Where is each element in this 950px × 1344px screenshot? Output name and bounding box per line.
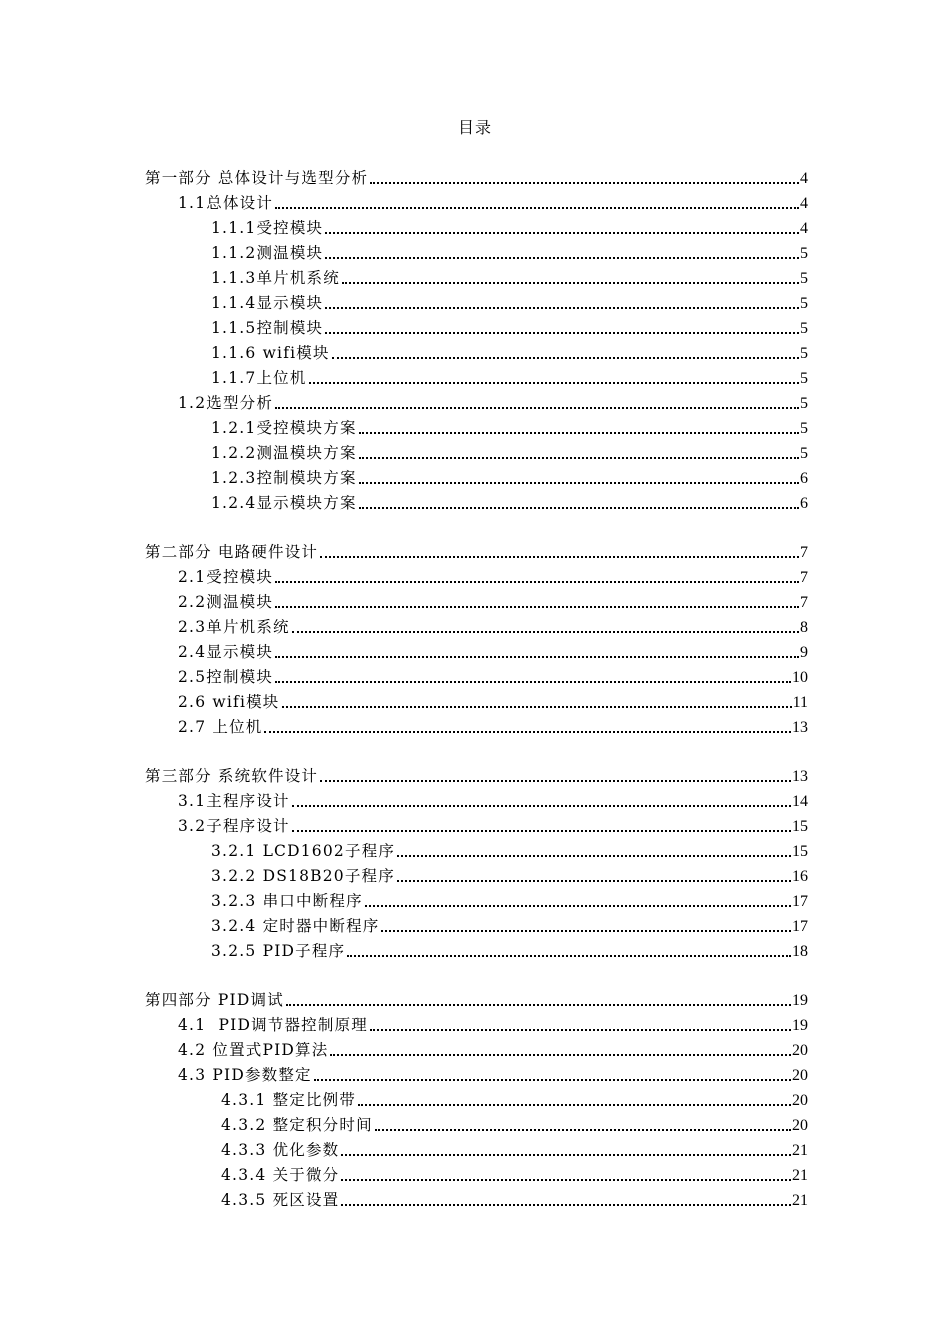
toc-page-number: 21 (792, 1192, 808, 1209)
dot-leader (397, 877, 791, 882)
toc-page-number: 5 (800, 245, 808, 262)
toc-page-number: 5 (800, 420, 808, 437)
toc-entry[interactable] (145, 540, 808, 565)
dot-leader (358, 1101, 791, 1106)
toc-entry[interactable] (145, 316, 808, 341)
toc-page-number: 15 (792, 843, 808, 860)
toc-entry[interactable] (145, 466, 808, 491)
dot-leader (330, 1051, 791, 1056)
toc-entry[interactable] (145, 1013, 808, 1038)
toc-entry[interactable] (145, 789, 808, 814)
toc-entry-label: 3.2.4 定时器中断程序 (211, 917, 380, 935)
toc-entry-label: 2.7 上位机 (178, 718, 263, 736)
toc-entry[interactable] (145, 640, 808, 665)
toc-page-number: 7 (800, 569, 808, 586)
toc-entry[interactable] (145, 565, 808, 590)
toc-entry-label: 4.3 PID参数整定 (178, 1066, 312, 1084)
dot-leader (342, 279, 799, 284)
toc-entry[interactable] (145, 939, 808, 964)
toc-entry-label: 3.2.3 串口中断程序 (211, 892, 363, 910)
dot-leader (320, 553, 799, 558)
toc-entry-label: 第四部分 PID调试 (145, 991, 284, 1009)
toc-entry[interactable] (145, 1038, 808, 1063)
toc-page-number: 8 (800, 619, 808, 636)
toc-page-number: 9 (800, 644, 808, 661)
dot-leader (359, 504, 799, 509)
toc-entry[interactable] (145, 1188, 808, 1213)
toc-entry[interactable] (145, 665, 808, 690)
toc-entry-label: 4.2 位置式PID算法 (178, 1041, 329, 1059)
toc-entry-label: 1.1.2测温模块 (211, 244, 324, 262)
toc-entry-label: 1.2.3控制模块方案 (211, 469, 357, 487)
toc-entry-label: 1.1.4显示模块 (211, 294, 324, 312)
toc-section (145, 166, 808, 516)
toc-entry-label: 4.3.3 优化参数 (221, 1141, 340, 1159)
toc-section (145, 764, 808, 964)
toc-entry[interactable] (145, 391, 808, 416)
toc-entry[interactable] (145, 839, 808, 864)
toc-entry[interactable] (145, 216, 808, 241)
toc-entry[interactable] (145, 590, 808, 615)
toc-entry-label: 1.1.3单片机系统 (211, 269, 340, 287)
toc-entry[interactable] (145, 615, 808, 640)
dot-leader (292, 802, 791, 807)
dot-leader (359, 429, 799, 434)
toc-entry-label: 3.2子程序设计 (178, 817, 290, 835)
toc-entry[interactable] (145, 1113, 808, 1138)
toc-entry[interactable] (145, 341, 808, 366)
toc-entry-label: 3.2.1 LCD1602子程序 (211, 842, 396, 860)
toc-entry[interactable] (145, 291, 808, 316)
dot-leader (341, 1201, 791, 1206)
toc-page-number: 5 (800, 345, 808, 362)
dot-leader (397, 852, 791, 857)
toc-page-number: 17 (792, 918, 808, 935)
dot-leader (341, 1176, 791, 1181)
dot-leader (359, 479, 799, 484)
toc-entry-label: 2.6 wifi模块 (178, 693, 280, 711)
dot-leader (325, 329, 799, 334)
toc-entry-label: 4.3.5 死区设置 (221, 1191, 340, 1209)
toc-entry-label: 2.4显示模块 (178, 643, 274, 661)
toc-entry[interactable] (145, 914, 808, 939)
toc-entry-label: 第二部分 电路硬件设计 (145, 543, 319, 561)
dot-leader (282, 703, 792, 708)
toc-entry-label: 2.1受控模块 (178, 568, 274, 586)
dot-leader (275, 653, 799, 658)
toc-entry-label: 1.2.1受控模块方案 (211, 419, 357, 437)
toc-page-number: 18 (792, 943, 808, 960)
toc-entry[interactable] (145, 715, 808, 740)
dot-leader (314, 1076, 791, 1081)
dot-leader (365, 902, 791, 907)
toc-entry[interactable] (145, 266, 808, 291)
toc-entry[interactable] (145, 166, 808, 191)
toc-entry[interactable] (145, 191, 808, 216)
toc-entry-label: 3.2.5 PID子程序 (211, 942, 346, 960)
toc-entry-label: 1.2.2测温模块方案 (211, 444, 357, 462)
toc-entry-label: 1.2.4显示模块方案 (211, 494, 357, 512)
toc-entry-label: 第一部分 总体设计与选型分析 (145, 169, 369, 187)
toc-entry[interactable] (145, 764, 808, 789)
toc-entry[interactable] (145, 814, 808, 839)
toc-page-number: 19 (792, 1017, 808, 1034)
toc-entry[interactable] (145, 366, 808, 391)
toc-page-number: 10 (792, 669, 808, 686)
toc-page-number: 16 (792, 868, 808, 885)
table-of-contents (145, 166, 808, 1237)
toc-entry-label: 1.1总体设计 (178, 194, 274, 212)
toc-entry[interactable] (145, 988, 808, 1013)
toc-page-number: 6 (800, 495, 808, 512)
toc-entry-label: 2.5控制模块 (178, 668, 274, 686)
dot-leader (275, 404, 799, 409)
toc-page-number: 5 (800, 370, 808, 387)
toc-page-number: 11 (792, 694, 808, 711)
dot-leader (381, 927, 791, 932)
toc-entry-label: 1.1.1受控模块 (211, 219, 324, 237)
toc-page-number: 7 (800, 594, 808, 611)
dot-leader (275, 578, 799, 583)
toc-entry[interactable] (145, 416, 808, 441)
toc-page-number: 5 (800, 295, 808, 312)
toc-entry-label: 4.3.2 整定积分时间 (221, 1116, 373, 1134)
toc-page-number: 13 (792, 719, 808, 736)
toc-entry-label: 3.2.2 DS18B20子程序 (211, 867, 395, 885)
toc-entry-label: 4.3.1 整定比例带 (221, 1091, 357, 1109)
toc-page-number: 7 (800, 544, 808, 561)
toc-page-number: 19 (792, 992, 808, 1009)
dot-leader (325, 254, 799, 259)
dot-leader (347, 952, 791, 957)
toc-entry[interactable] (145, 1138, 808, 1163)
toc-entry-label: 1.1.5控制模块 (211, 319, 324, 337)
dot-leader (320, 777, 791, 782)
toc-entry[interactable] (145, 889, 808, 914)
toc-page-number: 20 (792, 1117, 808, 1134)
dot-leader (292, 827, 791, 832)
toc-page-number: 20 (792, 1042, 808, 1059)
toc-page-number: 17 (792, 893, 808, 910)
toc-page-number: 5 (800, 445, 808, 462)
dot-leader (325, 304, 799, 309)
dot-leader (286, 1001, 791, 1006)
toc-page-number: 5 (800, 320, 808, 337)
toc-page-number: 21 (792, 1142, 808, 1159)
dot-leader (370, 1026, 791, 1031)
toc-entry[interactable] (145, 690, 808, 715)
toc-entry[interactable] (145, 864, 808, 889)
toc-page-number: 6 (800, 470, 808, 487)
toc-page-number: 5 (800, 270, 808, 287)
toc-entry-label: 2.2测温模块 (178, 593, 274, 611)
toc-entry-label: 1.2选型分析 (178, 394, 274, 412)
dot-leader (275, 204, 799, 209)
dot-leader (275, 678, 791, 683)
toc-entry[interactable] (145, 1088, 808, 1113)
dot-leader (264, 728, 791, 733)
toc-entry-label: 4.1 PID调节器控制原理 (178, 1016, 368, 1034)
toc-entry-label: 1.1.6 wifi模块 (211, 344, 330, 362)
dot-leader (375, 1126, 791, 1131)
toc-entry-label: 3.1主程序设计 (178, 792, 290, 810)
toc-section (145, 988, 808, 1213)
dot-leader (275, 603, 799, 608)
toc-entry[interactable] (145, 441, 808, 466)
toc-section (145, 540, 808, 740)
dot-leader (292, 628, 799, 633)
dot-leader (332, 354, 799, 359)
dot-leader (325, 229, 799, 234)
toc-entry[interactable] (145, 241, 808, 266)
toc-title: 目录 (457, 118, 492, 137)
toc-page-number: 13 (792, 768, 808, 785)
dot-leader (370, 179, 799, 184)
toc-page-number: 5 (800, 395, 808, 412)
toc-page-number: 4 (800, 195, 808, 212)
dot-leader (309, 379, 799, 384)
toc-entry-label: 4.3.4 关于微分 (221, 1166, 340, 1184)
toc-entry-label: 1.1.7上位机 (211, 369, 307, 387)
toc-page-number: 4 (800, 220, 808, 237)
toc-page-number: 14 (792, 793, 808, 810)
toc-entry[interactable] (145, 1163, 808, 1188)
dot-leader (359, 454, 799, 459)
toc-entry-label: 第三部分 系统软件设计 (145, 767, 319, 785)
dot-leader (341, 1151, 791, 1156)
toc-page-number: 20 (792, 1067, 808, 1084)
toc-page-number: 15 (792, 818, 808, 835)
toc-page-number: 4 (800, 170, 808, 187)
toc-page-number: 21 (792, 1167, 808, 1184)
toc-page-number: 20 (792, 1092, 808, 1109)
toc-entry[interactable] (145, 491, 808, 516)
toc-entry[interactable] (145, 1063, 808, 1088)
toc-entry-label: 2.3单片机系统 (178, 618, 290, 636)
